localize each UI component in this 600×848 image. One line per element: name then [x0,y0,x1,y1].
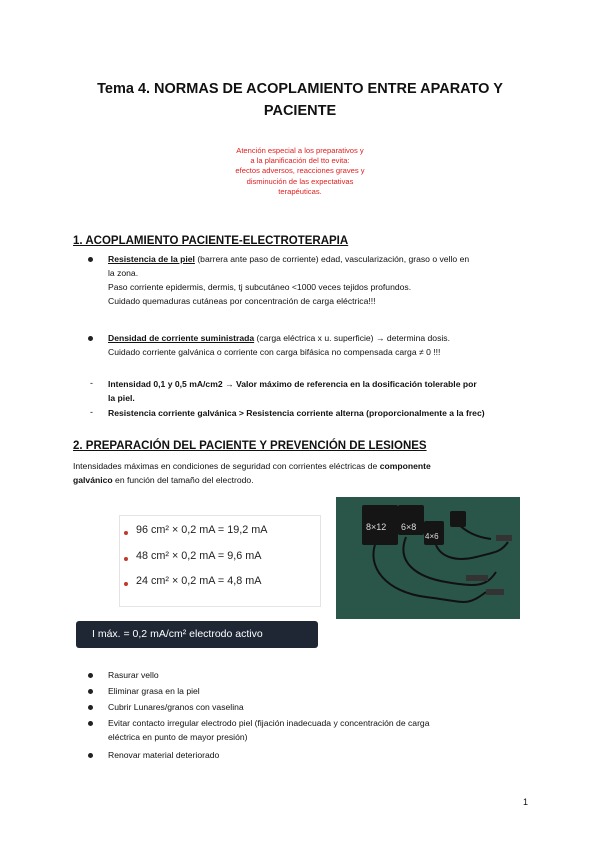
prep-item: Cubrir Lunares/granos con vaselina [108,702,244,712]
calc-line: 24 cm² × 0,2 mA = 4,8 mA [136,575,262,587]
dash-item-resistance [108,406,548,420]
note-line: terapéuticas. [278,186,322,196]
term-skin-resistance: Resistencia de la piel [108,254,195,264]
title-line-1: Tema 4. NORMAS DE ACOPLAMIENTO ENTRE APARATO Y [97,81,503,97]
electrode-label: 4×6 [425,532,439,541]
intro-text: en función del tamaño del electrodo. [112,475,254,485]
bullet-text: Paso corriente epidermis, dermis, tj subcutáneo <1000 veces tejidos profundos. [108,282,412,292]
electrode-label: 6×8 [401,522,417,532]
prep-item [108,716,538,744]
calc-bullet [124,531,128,535]
bullet-text: Cuidado corriente galvánica o corriente con carga bifásica no compensada carga ≠ 0 !!! [108,347,441,357]
intro-bold: componente [379,461,431,471]
term-current-density: Densidad de corriente suministrada [108,333,255,343]
bullet-dot [88,257,93,262]
calc-line: 96 cm² × 0,2 mA = 19,2 mA [136,524,268,536]
electrodes-illustration [336,497,520,619]
calc-bullet [124,582,128,586]
bullet-dot [88,336,93,341]
page-title [70,78,530,122]
prep-item: Rasurar vello [108,670,159,680]
bullet-dot [88,753,93,758]
intro-bold: galvánico [73,475,113,485]
bullet-dot [88,673,93,678]
bullet-text: la piel. [108,393,135,403]
dash-item-intensity [108,377,538,405]
bullet-text: Cuidado quemaduras cutáneas por concentración de carga eléctrica!!! [108,296,376,306]
electrodes-photo [336,497,520,619]
prep-item: Renovar material deteriorado [108,750,220,760]
bullet-dot [88,689,93,694]
note-line: Atención especial a los preparativos y [236,146,364,155]
bullet-skin-resistance [108,252,538,308]
bullet-text: (barrera ante paso de corriente) edad, vascularización, graso o vello en [194,254,470,264]
bullet-text: la zona. [108,268,139,278]
electrode-extra [450,511,466,527]
note-line: a la planificación del tto evita: [250,156,350,166]
bullet-current-density [108,331,538,359]
section-2-heading: 2. PREPARACIÓN DEL PACIENTE Y PREVENCIÓN DE LESIONES [73,440,427,452]
section-2-intro [73,459,533,487]
bullet-text: Resistencia corriente galvánica > Resistencia corriente alterna (proporcionalmente a la frec) [108,408,485,418]
note-line: efectos adversos, reacciones graves y [235,166,365,176]
note-line: disminución de las expectativas [246,176,354,186]
prep-item: Eliminar grasa en la piel [108,686,200,696]
bullet-dot [88,721,93,726]
calc-line: 48 cm² × 0,2 mA = 9,6 mA [136,550,262,562]
title-line-2: PACIENTE [263,103,337,119]
section-1-heading: 1. ACOPLAMIENTO PACIENTE-ELECTROTERAPIA [73,235,349,247]
bullet-dot [88,705,93,710]
prep-item-line: eléctrica en punto de mayor presión) [108,732,248,742]
page-number: 1 [523,797,529,807]
imax-banner: I máx. = 0,2 mA/cm² electrodo activo [76,621,318,648]
prep-item-line: Evitar contacto irregular electrodo piel (fijación inadecuada y concentración de carga [108,718,430,728]
bullet-text: (carga eléctrica x u. superficie) → determina dosis. [254,333,450,343]
bullet-text: Intensidad 0,1 y 0,5 mA/cm2 → Valor máximo de referencia en la dosificación tolerable por [108,379,477,389]
calc-bullet [124,557,128,561]
dash-marker: - [90,407,93,417]
attention-note [210,146,390,197]
calculation-box [119,515,321,607]
electrode-label: 8×12 [366,522,387,532]
dash-marker: - [90,378,93,388]
intro-text: Intensidades máximas en condiciones de seguridad con corrientes eléctricas de [73,461,380,471]
